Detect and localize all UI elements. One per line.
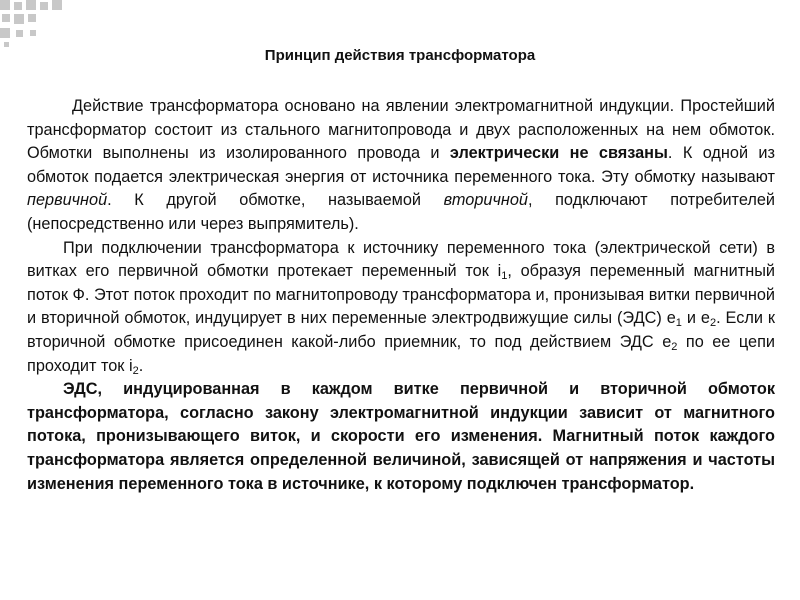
subscript: 1 [501, 270, 508, 283]
subscript: 2 [709, 317, 717, 330]
text: , подключают потребителей (непосредственно или через выпрямитель). [27, 191, 775, 233]
term-primary: первичной [27, 191, 108, 210]
subscript: 2 [132, 364, 139, 377]
corner-decoration [0, 0, 64, 48]
text: . [138, 356, 144, 375]
term-secondary: вторичной [443, 191, 528, 210]
text: . К другой обмотке, называемой [107, 191, 444, 210]
page-title: Принцип действия трансформатора [264, 47, 536, 64]
subscript: 1 [675, 317, 682, 330]
text: по ее цепи проходит ток i [27, 332, 775, 375]
paragraph-2 [27, 237, 775, 379]
paragraph-3: ЭДС, индуцированная в каждом витке первичной и вторичной обмоток трансформатора, согласно закону электромагнитной индукции зависит от магнитного потока, пронизывающего виток, и скорости его изменения. Магнитный поток каждого трансформатора является определенной величиной, зависящей от напряжения и частоты изменения переменного тока в источнике, к которому подключен трансформатор. [27, 380, 775, 493]
emphasis-bold: электрически не связаны [449, 144, 668, 163]
text: При подключении трансформатора к источнику переменного тока (электрической сети) в витках его первичной обмотки протекает переменный ток i [27, 238, 775, 281]
text: Действие трансформатора основано на явлении электромагнитной индукции. Простейший трансформатор состоит из стального магнитопровода и двух расположенных на нем обмоток. Обмотки выполнены из изолированного провода и [27, 97, 775, 163]
document-body [27, 95, 775, 496]
text: . Если к вторичной обмотке присоединен какой-либо приемник, то под действием ЭДС e [27, 309, 775, 351]
text: и e [681, 309, 710, 328]
text: . К одной из обмоток подается электрическая энергия от источника переменного тока. Эту обмотку называют [27, 144, 775, 186]
paragraph-1 [27, 95, 775, 237]
text: , образуя переменный магнитный поток Ф. Этот поток проходит по магнитопроводу трансформатора и, пронизывая витки первичной и вторичной обмоток, индуцирует в них переменные электродвижущие силы (ЭДС) e [27, 262, 775, 328]
subscript: 2 [671, 340, 678, 353]
